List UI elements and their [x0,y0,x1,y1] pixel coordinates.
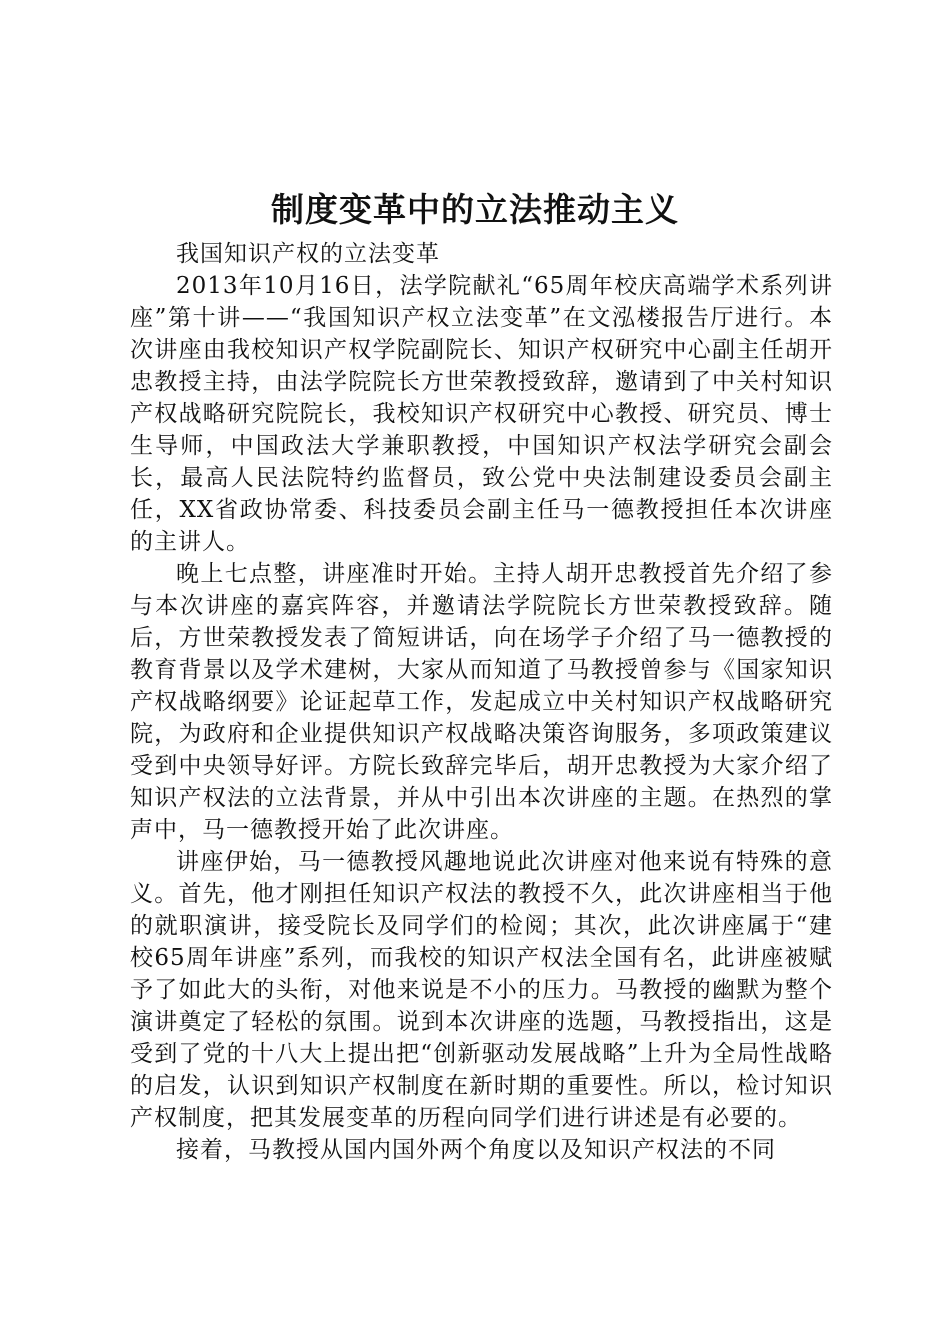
paragraph-1: 2013年10月16日，法学院献礼“65周年校庆高端学术系列讲座”第十讲——“我国知识产权立法变革”在文泓楼报告厅进行。本次讲座由我校知识产权学院副院长、知识产权研究中心副主任胡开忠教授主持，由法学院院长方世荣教授致辞，邀请到了中关村知识产权战略研究院院长，我校知识产权研究中心教授、研究员、博士生导师，中国政法大学兼职教授，中国知识产权法学研究会副会长，最高人民法院特约监督员，致公党中央法制建设委员会副主任，XX省政协常委、科技委员会副主任马一德教授担任本次讲座的主讲人。 [130,273,833,555]
paragraph-3: 讲座伊始，马一德教授风趣地说此次讲座对他来说有特殊的意义。首先，他才刚担任知识产权法的教授不久，此次讲座相当于他的就职演讲，接受院长及同学们的检阅；其次，此次讲座属于“建校65周年讲座”系列，而我校的知识产权法全国有名，此讲座被赋予了如此大的头衔，对他来说是不小的压力。马教授的幽默为整个演讲奠定了轻松的氛围。说到本次讲座的选题，马教授指出，这是受到了党的十八大上提出把“创新驱动发展战略”上升为全局性战略的启发，认识到知识产权制度在新时期的重要性。所以，检讨知识产权制度，把其发展变革的历程向同学们进行讲述是有必要的。 [130,849,833,1131]
document-title: 制度变革中的立法推动主义 [271,190,679,229]
document-body [130,238,833,1166]
subtitle-line: 我国知识产权的立法变革 [176,241,440,267]
paragraph-4: 接着，马教授从国内国外两个角度以及知识产权法的不同 [176,1137,776,1163]
paragraph-2: 晚上七点整，讲座准时开始。主持人胡开忠教授首先介绍了参与本次讲座的嘉宾阵容，并邀请法学院院长方世荣教授致辞。随后，方世荣教授发表了简短讲话，向在场学子介绍了马一德教授的教育背景以及学术建树，大家从而知道了马教授曾参与《国家知识产权战略纲要》论证起草工作，发起成立中关村知识产权战略研究院，为政府和企业提供知识产权战略决策咨询服务，多项政策建议受到中央领导好评。方院长致辞完毕后，胡开忠教授为大家介绍了知识产权法的立法背景，并从中引出本次讲座的主题。在热烈的掌声中，马一德教授开始了此次讲座。 [130,561,833,843]
